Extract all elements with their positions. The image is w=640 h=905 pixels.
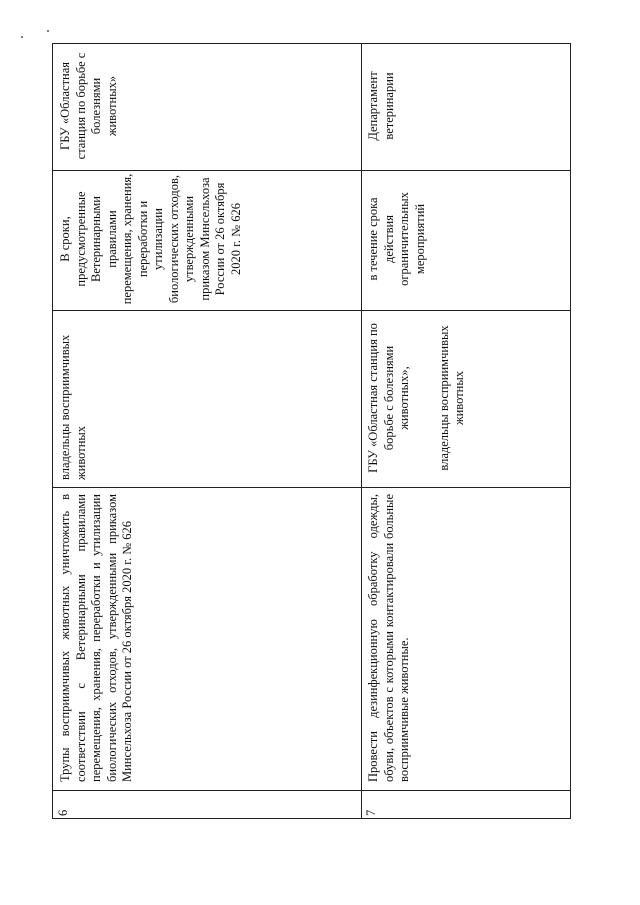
executor-primary: ГБУ «Областная станция по борьбе с болезнями животных», (366, 323, 411, 473)
row-separator (361, 43, 362, 818)
table-border-right (570, 43, 571, 818)
control-cell: ГБУ «Областная станция по борьбе с болезнями животных» (58, 52, 119, 160)
row-number: 7 (364, 809, 378, 816)
deadline-cell: В сроки, предусмотренные Ветеринарными правилами перемещения, хранения, переработки и утилизации биологических отходов, утвержденными приказом Минсельхоза России от 26 октября 2020 г. № 626 (58, 173, 243, 305)
action-cell: Трупы восприимчивых животных уничтожить в соответствии с Ветеринарными правилами перемещения, хранения, переработки и утилизации биологических отходов, утвержденными приказом Минсельхоза России от 26 октября 2020 г. № 626 (58, 494, 134, 782)
executor-secondary: владельцы восприимчивых животных (436, 325, 466, 471)
control-cell: Департамент ветеринарии (366, 71, 396, 141)
action-cell: Провести дезинфекционную обработку одежды, обуви, объектов с которыми контактировали больные восприимчивые животные. (366, 494, 411, 782)
table-line (52, 310, 571, 311)
table-border-bottom (52, 818, 571, 819)
table-border-top (52, 43, 571, 44)
table-border-left (52, 43, 53, 818)
deadline-cell: в течение срока действия ограничительных мероприятий (366, 192, 427, 286)
table-line (52, 487, 571, 488)
table-line (52, 790, 571, 791)
executor-cell (364, 312, 504, 484)
executor-cell: владельцы восприимчивых животных (58, 334, 88, 480)
row-number: 6 (56, 809, 70, 816)
